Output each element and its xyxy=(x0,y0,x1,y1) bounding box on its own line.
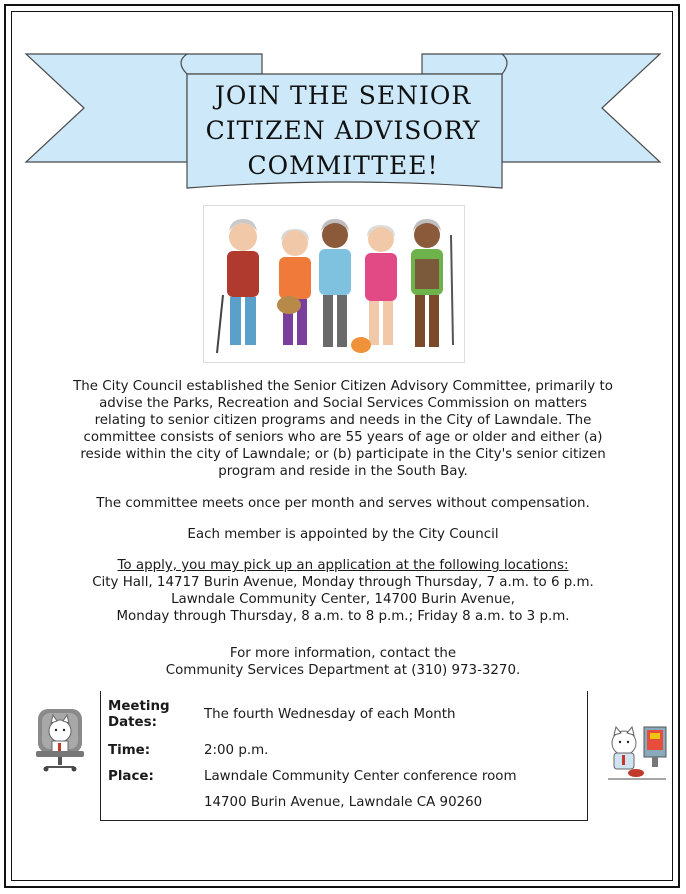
senior-citizens-group-illustration xyxy=(203,205,465,363)
apply-line: Monday through Thursday, 8 a.m. to 8 p.m.; Friday 8 a.m. to 3 p.m. xyxy=(116,609,570,624)
meeting-time-label: Time: xyxy=(108,743,151,758)
apply-line: City Hall, 14717 Burin Avenue, Monday through Thursday, 7 a.m. to 6 p.m. xyxy=(92,575,594,590)
meeting-dates-label: Meeting Dates: xyxy=(108,699,170,730)
cat-in-office-chair-icon xyxy=(32,705,88,773)
intro-paragraph: The City Council established the Senior Citizen Advisory Committee, primarily to advise the Parks, Recreation and Social Services Commission on matters relating to senior citizen programs and needs in the City of Lawndale. The committee consists of seniors who are 55 years of age or older and either (a) reside within the city of Lawndale; or (b) participate in the City's senior citizen program and reside in the South Bay. xyxy=(73,379,613,479)
meeting-place-value: Lawndale Community Center conference room xyxy=(204,769,517,784)
meets-statement: The committee meets once per month and serves without compensation. xyxy=(96,496,590,511)
meeting-time-value: 2:00 p.m. xyxy=(204,743,269,758)
meeting-place-label: Place: xyxy=(108,769,154,784)
apply-section xyxy=(40,557,646,625)
cat-at-computer-icon xyxy=(604,723,670,781)
meeting-dates-value: The fourth Wednesday of each Month xyxy=(204,707,456,722)
contact-info: For more information, contact the Community Services Department at (310) 973-3270. xyxy=(165,646,521,678)
apply-heading: To apply, you may pick up an application at the following locations: xyxy=(117,558,569,573)
meeting-address-value: 14700 Burin Avenue, Lawndale CA 90260 xyxy=(204,795,483,810)
appoint-statement: Each member is appointed by the City Council xyxy=(187,527,499,542)
meeting-details-box xyxy=(100,691,588,821)
banner-title: JOIN THE SENIOR CITIZEN ADVISORY COMMITTEE! xyxy=(205,81,481,180)
apply-line: Lawndale Community Center, 14700 Burin Avenue, xyxy=(171,592,515,607)
